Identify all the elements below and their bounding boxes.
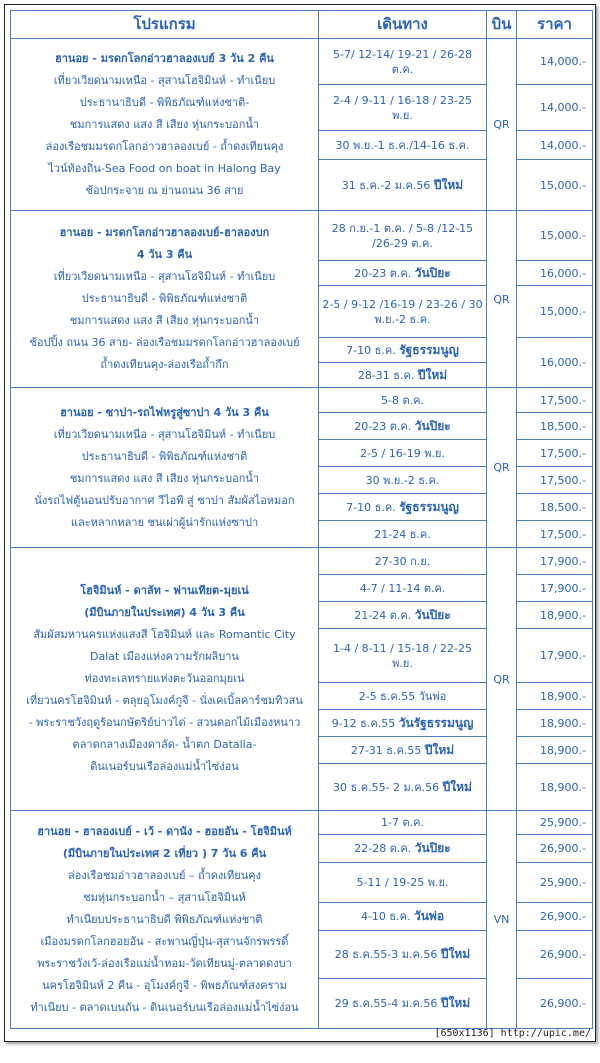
holiday-label: วันพ่อ bbox=[413, 909, 445, 923]
tour-description-line: - พระราชวังฤดูร้อนกษัตริย์บ่าวได่ - สวนดอกไม้เมืองหนาว bbox=[28, 716, 301, 729]
price-cell: 26,900.- bbox=[517, 903, 593, 931]
price-cell: 18,900.- bbox=[517, 683, 593, 710]
travel-date-cell bbox=[319, 737, 487, 764]
tour-title: ฮานอย - มรดกโลกอ่าวฮาลองเบย์ 3 วัน 2 คืน bbox=[55, 51, 274, 65]
travel-date: 2-4 / 9-11 / 16-18 / 23-25 พ.ย. bbox=[333, 93, 472, 122]
travel-date-cell bbox=[319, 835, 487, 863]
header-price: ราคา bbox=[517, 11, 593, 39]
tour-description-line: เมืองมรดกโลกฮอยอัน - สะพานญี่ปุ่น-สุสานจักรพรรดิ์ bbox=[40, 934, 289, 948]
tour-description-line: เที่ยวเวียดนามเหนือ - สุสานโฮจิมินห์ - ทำเนียบ bbox=[53, 73, 276, 87]
travel-date: 20-23 ต.ค. bbox=[354, 419, 412, 433]
tour-description-line: นั่งรถไฟตู้นอนปรับอากาศ วีไอพี สู่ ซาปา สัมผัสไอหมอก bbox=[34, 493, 295, 507]
tour-description-line: ล่องเรือชมอ่าวฮาลองเบย์ – ถ้ำดงเทียนคุง bbox=[67, 868, 261, 882]
travel-date: 2-5 / 16-19 พ.ย. bbox=[360, 446, 445, 460]
price-cell: 17,900.- bbox=[517, 575, 593, 602]
price-cell: 14,000.- bbox=[517, 85, 593, 131]
travel-date: 4-10 ธ.ค. bbox=[360, 910, 411, 923]
travel-date-cell bbox=[319, 467, 487, 494]
tour-description-line: ประธานาธิบดี - พิพิธภัณฑ์แห่งชาติ bbox=[81, 449, 248, 463]
holiday-label: วันปิยะ bbox=[414, 418, 451, 433]
price-cell: 15,000.- bbox=[517, 286, 593, 338]
travel-date-cell bbox=[319, 575, 487, 602]
tour-description-line: ช้อปปิ้ง ถนน 36 สาย- ล่องเรือชมมรดกโลกอ่าวฮาลองเบย์ bbox=[29, 336, 300, 349]
image-host-footer: [650x1136] http://upic.me/ bbox=[434, 1028, 591, 1039]
table-row bbox=[11, 39, 593, 85]
price-cell: 17,500.- bbox=[517, 521, 593, 548]
tour-description-line: ทำเนียบประธานาธิบดี พิพิธภัณฑ์แห่งชาติ bbox=[66, 912, 263, 926]
tour-program-cell bbox=[11, 388, 319, 548]
tour-program-cell bbox=[11, 548, 319, 811]
airline-cell: QR bbox=[487, 388, 517, 548]
travel-date: 22-28 ต.ค. bbox=[354, 842, 412, 855]
tour-program-cell bbox=[11, 811, 319, 1029]
price-cell: 17,500.- bbox=[517, 388, 593, 413]
tour-description-line: ล่องเรือชมมรดกโลกอ่าวฮาลองเบย์ - ถ้ำดงเทียนคุง bbox=[45, 139, 284, 153]
price-cell: 16,000.- bbox=[517, 261, 593, 286]
holiday-label: วันปิยะ bbox=[414, 607, 451, 622]
travel-date-cell bbox=[319, 494, 487, 521]
tour-description-line: ท่องทะเลทรายแห่งตะวันออกมุยเน่ bbox=[84, 672, 245, 685]
table-body bbox=[11, 39, 593, 1029]
price-cell: 18,500.- bbox=[517, 413, 593, 440]
tour-description-line: และหลากหลาย ชนเผ่าผู้น่ารักแห่งซาปา bbox=[70, 515, 259, 529]
price-cell: 15,000.- bbox=[517, 211, 593, 261]
price-cell: 25,900.- bbox=[517, 863, 593, 903]
travel-date: 4-7 / 11-14 ต.ค. bbox=[359, 581, 446, 595]
travel-date: 27-30 ก.ย. bbox=[374, 554, 431, 568]
tour-description-line: เที่ยวนครโฮจิมินห์ - ตลุยอุโมงค์กูจี - นั่งเคเบิ้ลคาร์ชมทิวสน bbox=[26, 694, 303, 707]
price-cell: 18,900.- bbox=[517, 710, 593, 737]
tour-description-line: ประธานาธิบดี - พิพิธภัณฑ์แห่งชาติ- bbox=[79, 95, 250, 109]
travel-date-cell bbox=[319, 931, 487, 979]
holiday-label: ปีใหม่ bbox=[440, 947, 471, 961]
table-row bbox=[11, 811, 593, 835]
tour-program-cell bbox=[11, 211, 319, 388]
table-header-row bbox=[11, 11, 593, 39]
table-row bbox=[11, 548, 593, 575]
holiday-label: ปีใหม่ bbox=[440, 996, 471, 1010]
travel-date-cell bbox=[319, 388, 487, 413]
travel-date-cell bbox=[319, 979, 487, 1029]
travel-date-cell bbox=[319, 863, 487, 903]
price-cell: 17,500.- bbox=[517, 467, 593, 494]
holiday-label: วันรัฐธรรมนูญ bbox=[398, 715, 474, 730]
tour-description-line: ถ้ำดงเทียนคุง-ล่องเรือถ้ำกึก bbox=[100, 358, 229, 371]
holiday-label: ปีใหม่ bbox=[417, 367, 448, 382]
travel-date-cell bbox=[319, 363, 487, 388]
travel-date-cell bbox=[319, 811, 487, 835]
tour-title: 4 วัน 3 คืน bbox=[136, 248, 193, 261]
price-cell: 26,900.- bbox=[517, 835, 593, 863]
holiday-label: ปีใหม่ bbox=[442, 779, 472, 794]
travel-date-cell bbox=[319, 286, 487, 338]
travel-date-cell bbox=[319, 39, 487, 85]
price-cell: 17,900.- bbox=[517, 629, 593, 683]
tour-description-line: เที่ยวเวียดนามเหนือ - สุสานโฮจิมินห์ - ทำเนียบ bbox=[53, 427, 276, 441]
holiday-label: วันปิยะ bbox=[414, 265, 451, 280]
travel-date: 9-12 ธ.ค.55 bbox=[331, 716, 396, 730]
price-cell: 18,900.- bbox=[517, 737, 593, 764]
tour-description-line: ช้อปกระจาย ณ ย่านถนน 36 สาย bbox=[85, 183, 244, 197]
travel-date-cell bbox=[319, 85, 487, 131]
travel-date-cell bbox=[319, 602, 487, 629]
travel-date-cell bbox=[319, 629, 487, 683]
tour-title: ฮานอย - มรดกโลกอ่าวฮาลองเบย์-ฮาลองบก bbox=[59, 226, 270, 239]
travel-date-cell bbox=[319, 764, 487, 811]
travel-date: 5-7/ 12-14/ 19-21 / 26-28 ต.ค. bbox=[333, 47, 472, 76]
tour-price-table bbox=[10, 10, 593, 1029]
travel-date: 30 พ.ย.-2 ธ.ค. bbox=[365, 473, 440, 487]
airline-cell: VN bbox=[487, 811, 517, 1029]
tour-title: ฮานอย - ฮาลองเบย์ - เว้ - ดานัง - ฮอยอัน - โฮจิมินห์ bbox=[37, 824, 292, 838]
travel-date: 21-24 ต.ค. bbox=[354, 608, 412, 622]
travel-date: 31 ธ.ค.-2 ม.ค.56 bbox=[341, 178, 431, 192]
travel-date-cell bbox=[319, 903, 487, 931]
price-cell: 18,900.- bbox=[517, 602, 593, 629]
travel-date: 2-5 / 9-12 /16-19 / 23-26 / 30 พ.ย.-2 ธ.ค. bbox=[322, 297, 483, 326]
travel-date-cell bbox=[319, 683, 487, 710]
travel-date: 27-31 ธ.ค.55 bbox=[350, 743, 422, 757]
holiday-label: ปีใหม่ bbox=[424, 742, 455, 757]
travel-date: 28 ธ.ค.55-3 ม.ค.56 bbox=[334, 948, 438, 961]
travel-date: 5-11 / 19-25 พ.ย. bbox=[356, 876, 449, 889]
tour-description-line: เที่ยวเวียดนามเหนือ - สุสานโฮจิมินห์ - ทำเนียบ bbox=[53, 270, 276, 283]
price-cell: 17,900.- bbox=[517, 548, 593, 575]
travel-date-cell bbox=[319, 440, 487, 467]
price-cell: 18,900.- bbox=[517, 764, 593, 811]
travel-date: 1-7 ต.ค. bbox=[381, 816, 424, 829]
tour-program-cell bbox=[11, 39, 319, 211]
tour-title: (มีบินภายในประเทศ 2 เที่ยว ) 7 วัน 6 คืน bbox=[62, 846, 267, 860]
header-airline: บิน bbox=[487, 11, 517, 39]
travel-date-cell bbox=[319, 548, 487, 575]
price-cell: 14,000.- bbox=[517, 131, 593, 160]
tour-description-line: ชมการแสดง แสง สี เสียง หุ่นกระบอกน้ำ bbox=[69, 117, 260, 131]
tour-description-line: ตลาดกลางเมืองดาลัด- น้ำตก Datalla- bbox=[72, 738, 257, 751]
holiday-label: รัฐธรรมนูญ bbox=[399, 342, 459, 357]
price-cell: 26,900.- bbox=[517, 979, 593, 1029]
tour-description-line: ทำเนียบ - ตลาดเบนถัน - ดินเนอร์บนเรือล่องแม่น้ำไซ่ง่อน bbox=[30, 1000, 299, 1014]
travel-date: 2-5 ธ.ค.55 วันพ่อ bbox=[358, 689, 447, 703]
header-program: โปรแกรม bbox=[11, 11, 319, 39]
price-cell: 18,500.- bbox=[517, 494, 593, 521]
price-cell: 17,500.- bbox=[517, 440, 593, 467]
travel-date: 28-31 ธ.ค. bbox=[357, 368, 415, 382]
holiday-label: วันปิยะ bbox=[414, 841, 451, 855]
travel-date: 30 พ.ย.-1 ธ.ค./14-16 ธ.ค. bbox=[335, 138, 470, 152]
header-travel-date: เดินทาง bbox=[319, 11, 487, 39]
tour-description-line: นครโฮจิมินห์ 2 คืน - อุโมงค์กูจี - พิพธภัณฑ์สงคราม bbox=[42, 978, 287, 992]
airline-cell: QR bbox=[487, 39, 517, 211]
tour-price-table-frame bbox=[4, 4, 596, 1042]
tour-title: ฮานอย - ซาปา-รถไฟหรูสู่ซาปา 4 วัน 3 คืน bbox=[60, 405, 269, 419]
travel-date-cell bbox=[319, 521, 487, 548]
travel-date: 20-23 ต.ค. bbox=[354, 266, 412, 280]
travel-date: 1-4 / 8-11 / 15-18 / 22-25 พ.ย. bbox=[333, 641, 472, 670]
travel-date-cell bbox=[319, 710, 487, 737]
tour-title: โฮจิมินห์ - ดาลัท - ฟานเทียต-มุยเน่ bbox=[80, 584, 249, 597]
travel-date: 30 ธ.ค.55- 2 ม.ค.56 bbox=[333, 780, 440, 794]
tour-description-line: ดินเนอร์บนเรือล่องแม่น้ำไซ่ง่อน bbox=[90, 760, 239, 773]
tour-description-line: สัมผัสมหานครแห่งแสงสี โฮจิมินห์ และ Romantic City bbox=[33, 628, 296, 641]
tour-description-line: ชมการแสดง แสง สี เสียง หุ่นกระบอกน้ำ bbox=[69, 471, 260, 485]
travel-date: 7-10 ธ.ค. bbox=[346, 500, 396, 514]
price-cell: 14,000.- bbox=[517, 39, 593, 85]
travel-date-cell bbox=[319, 338, 487, 363]
travel-date-cell bbox=[319, 413, 487, 440]
tour-description-line: พระราชวังเว้-ล่องเรือแม่น้ำหอม-วัดเทียนมู่-ตลาดดงบา bbox=[37, 956, 292, 970]
holiday-label: ปีใหม่ bbox=[433, 177, 464, 192]
airline-cell: QR bbox=[487, 211, 517, 388]
travel-date-cell bbox=[319, 211, 487, 261]
travel-date: 5-8 ต.ค. bbox=[381, 393, 424, 407]
travel-date-cell bbox=[319, 131, 487, 160]
tour-title: (มีบินภายในประเทศ) 4 วัน 3 คืน bbox=[84, 606, 245, 619]
table-row bbox=[11, 211, 593, 261]
tour-description-line: ชมการแสดง แสง สี เสียง หุ่นกระบอกน้ำ bbox=[69, 314, 260, 327]
tour-description-line: Dalat เมืองแห่งความรักผลิบาน bbox=[90, 650, 239, 663]
travel-date-cell bbox=[319, 261, 487, 286]
price-cell: 26,900.- bbox=[517, 931, 593, 979]
tour-description-line: ชมหุ่นกระบอกน้ำ – สุสานโฮจิมินห์ bbox=[83, 890, 246, 904]
airline-cell: QR bbox=[487, 548, 517, 811]
travel-date: 7-10 ธ.ค. bbox=[346, 343, 396, 357]
travel-date: 21-24 ธ.ค. bbox=[374, 527, 431, 541]
travel-date: 28 ก.ย.-1 ต.ค. / 5-8 /12-15 /26-29 ต.ค. bbox=[331, 221, 474, 250]
tour-description-line: ไวน์ท้องถิ่น-Sea Food on boat in Halong Bay bbox=[48, 161, 281, 175]
travel-date-cell bbox=[319, 160, 487, 211]
price-cell: 16,000.- bbox=[517, 338, 593, 388]
holiday-label: รัฐธรรมนูญ bbox=[399, 499, 459, 514]
travel-date: 29 ธ.ค.55-4 ม.ค.56 bbox=[334, 997, 438, 1010]
price-cell: 15,000.- bbox=[517, 160, 593, 211]
price-cell: 25,900.- bbox=[517, 811, 593, 835]
tour-description-line: ประธานาธิบดี - พิพิธภัณฑ์แห่งชาติ bbox=[81, 292, 248, 305]
table-row bbox=[11, 388, 593, 413]
